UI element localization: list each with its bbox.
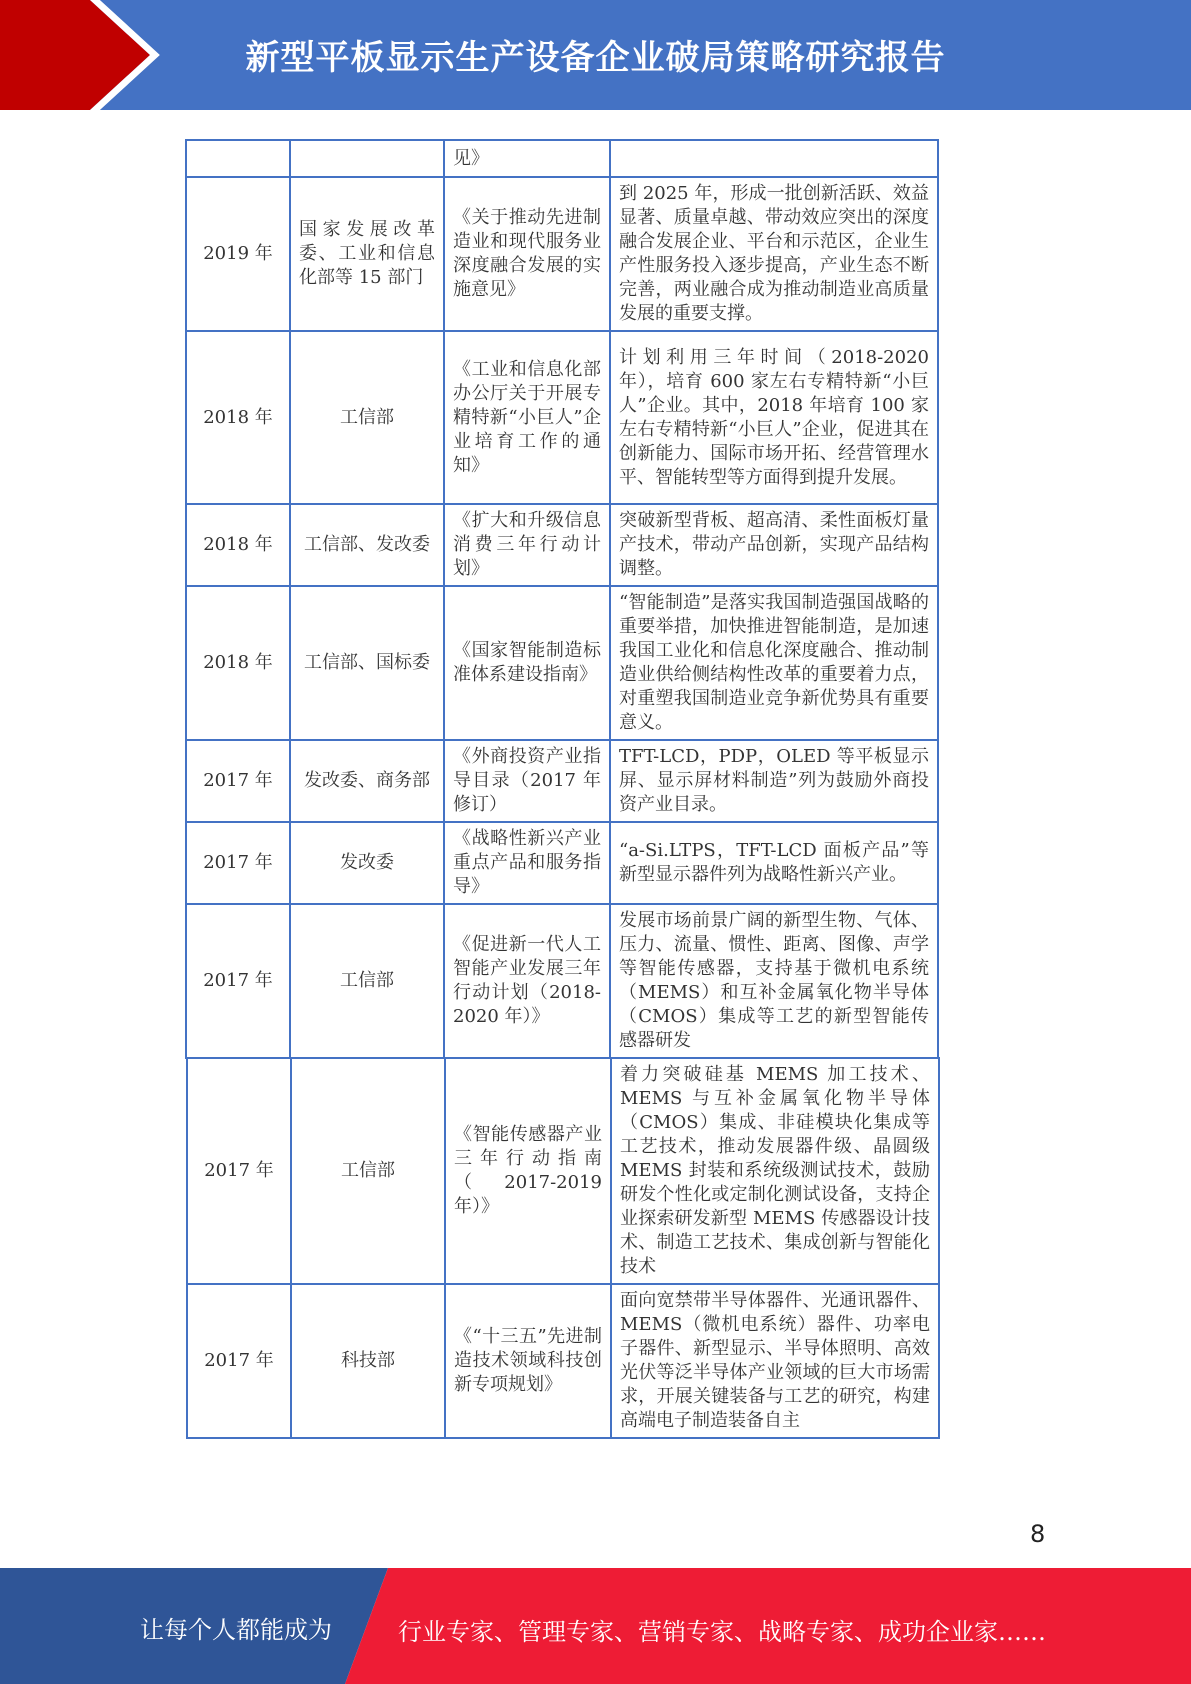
cell-doc: 《外商投资产业指导目录（2017 年修订） xyxy=(444,740,610,822)
cell-dept: 工信部 xyxy=(290,904,444,1058)
page-number: 8 xyxy=(1030,1520,1046,1548)
cell-year: 2017 年 xyxy=(186,740,290,822)
cell-desc: 发展市场前景广阔的新型生物、气体、压力、流量、惯性、距离、图像、声学等智能传感器，支持基于微机电系统（MEMS）和互补金属氧化物半导体（CMOS）集成等工艺的新型智能传感器研发 xyxy=(610,904,938,1058)
cell-doc: 《国家智能制造标准体系建设指南》 xyxy=(444,586,610,740)
table-row xyxy=(187,1058,939,1284)
cell-year: 2017 年 xyxy=(186,904,290,1058)
header-title: 新型平板显示生产设备企业破局策略研究报告 xyxy=(245,38,946,78)
cell-desc: 突破新型背板、超高清、柔性面板灯量产技术，带动产品创新，实现产品结构调整。 xyxy=(610,504,938,586)
cell-dept: 国家发展改革委、工业和信息化部等 15 部门 xyxy=(290,177,444,331)
policy-table-1 xyxy=(185,139,939,1059)
cell-doc: 《关于推动先进制造业和现代服务业深度融合发展的实施意见》 xyxy=(444,177,610,331)
cell-doc: 《“十三五”先进制造技术领域科技创新专项规划》 xyxy=(445,1284,611,1438)
cell-desc: “a-Si.LTPS，TFT-LCD 面板产品”等新型显示器件列为战略性新兴产业。 xyxy=(610,822,938,904)
table-row xyxy=(186,504,938,586)
cell-desc: TFT-LCD，PDP，OLED 等平板显示屏、显示屏材料制造”列为鼓励外商投资产业目录。 xyxy=(610,740,938,822)
cell-year: 2017 年 xyxy=(187,1284,291,1438)
table-row xyxy=(186,331,938,504)
cell-dept: 工信部 xyxy=(291,1058,445,1284)
cell-dept: 工信部 xyxy=(290,331,444,504)
table-row xyxy=(186,740,938,822)
cell-year: 2017 年 xyxy=(186,822,290,904)
cell-dept: 工信部、发改委 xyxy=(290,504,444,586)
table-row xyxy=(186,140,938,177)
cell-dept: 科技部 xyxy=(291,1284,445,1438)
cell-desc: 到 2025 年，形成一批创新活跃、效益显著、质量卓越、带动效应突出的深度融合发展企业、平台和示范区，企业生产性服务投入逐步提高，产业生态不断完善，两业融合成为推动制造业高质量发展的重要支撑。 xyxy=(610,177,938,331)
policy-table-2 xyxy=(186,1057,940,1439)
table-row xyxy=(187,1284,939,1438)
cell-desc: 着力突破硅基 MEMS 加工技术、MEMS 与互补金属氧化物半导体（CMOS）集成、非硅模块化集成等工艺技术，推动发展器件级、晶圆级 MEMS 封装和系统级测试技术，鼓励研发个性化或定制化测试设备，支持企业探索研发新型 MEMS 传感器设计技术、制造工艺技术、集成创新与智能化技术 xyxy=(611,1058,939,1284)
cell-doc: 《战略性新兴产业重点产品和服务指导》 xyxy=(444,822,610,904)
cell-desc: 面向宽禁带半导体器件、光通讯器件、MEMS（微机电系统）器件、功率电子器件、新型显示、半导体照明、高效光伏等泛半导体产业领域的巨大市场需求，开展关键装备与工艺的研究，构建高端电子制造装备自主 xyxy=(611,1284,939,1438)
table-row xyxy=(186,904,938,1058)
cell-doc: 《促进新一代人工智能产业发展三年行动计划（2018-2020 年）》 xyxy=(444,904,610,1058)
cell-year: 2017 年 xyxy=(187,1058,291,1284)
table-row xyxy=(186,177,938,331)
cell-year: 2019 年 xyxy=(186,177,290,331)
cell-dept: 发改委 xyxy=(290,822,444,904)
cell-year xyxy=(186,140,290,177)
cell-dept: 工信部、国标委 xyxy=(290,586,444,740)
cell-dept: 发改委、商务部 xyxy=(290,740,444,822)
cell-desc: 计划利用三年时间（2018-2020 年），培育 600 家左右专精特新“小巨人”企业。其中，2018 年培育 100 家左右专精特新“小巨人”企业，促进其在创新能力、国际市场开拓、经营管理水平、智能转型等方面得到提升发展。 xyxy=(610,331,938,504)
cell-doc: 《工业和信息化部办公厅关于开展专精特新“小巨人”企业培育工作的通知》 xyxy=(444,331,610,504)
table-row xyxy=(186,822,938,904)
cell-doc: 《智能传感器产业三年行动指南（2017-2019 年）》 xyxy=(445,1058,611,1284)
cell-year: 2018 年 xyxy=(186,331,290,504)
page-header xyxy=(0,0,1191,110)
cell-doc: 见》 xyxy=(444,140,610,177)
cell-year: 2018 年 xyxy=(186,586,290,740)
cell-desc: “智能制造”是落实我国制造强国战略的重要举措，加快推进智能制造，是加速我国工业化和信息化深度融合、推动制造业供给侧结构性改革的重要着力点，对重塑我国制造业竞争新优势具有重要意义。 xyxy=(610,586,938,740)
cell-year: 2018 年 xyxy=(186,504,290,586)
cell-dept xyxy=(290,140,444,177)
footer-slogan-right: 行业专家、管理专家、营销专家、战略专家、成功企业家…… xyxy=(398,1618,1046,1646)
cell-doc: 《扩大和升级信息消费三年行动计划》 xyxy=(444,504,610,586)
table-row xyxy=(186,586,938,740)
cell-desc xyxy=(610,140,938,177)
footer-slogan-left: 让每个人都能成为 xyxy=(140,1616,332,1644)
